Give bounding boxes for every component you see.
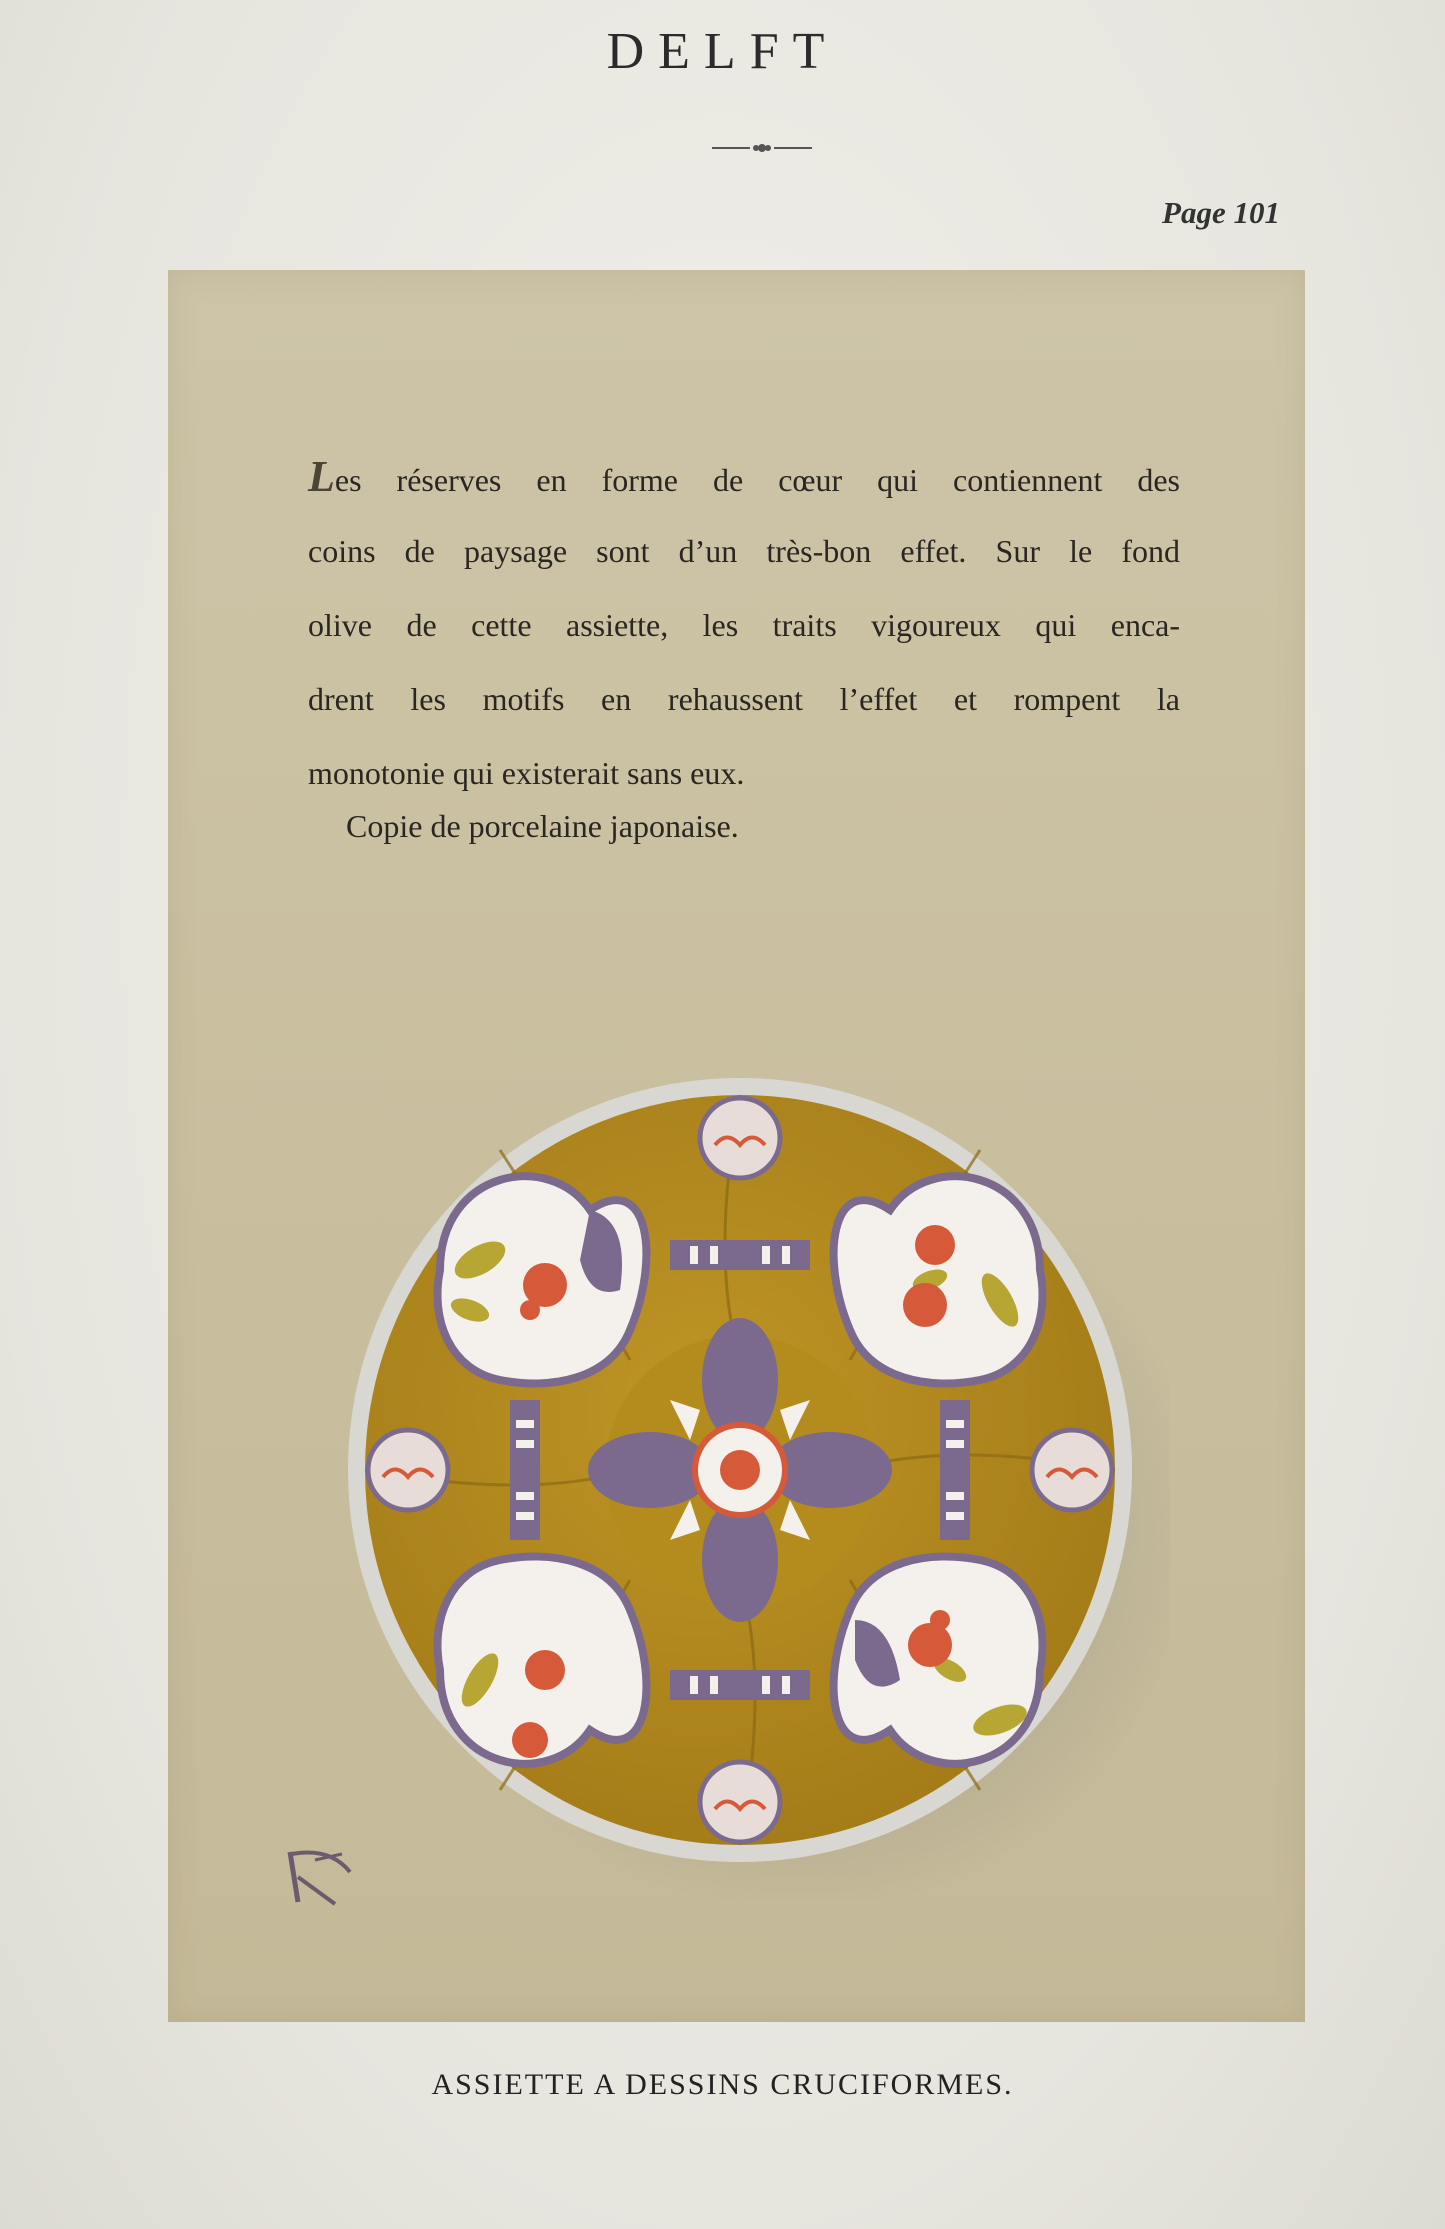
text-line-3: olive de cette assiette, les traits vigoureux qui enca- — [308, 607, 1180, 643]
plate-caption: ASSIETTE A DESSINS CRUCIFORMES. — [431, 2068, 1014, 2101]
text-line-1 — [308, 440, 1180, 514]
ornament-divider — [712, 140, 812, 156]
artist-monogram — [280, 1842, 360, 1912]
source-note: Copie de porcelaine japonaise. — [346, 808, 739, 844]
page-header-title: DELFT — [606, 23, 839, 80]
text-line-2: coins de paysage sont d’un très-bon effet. Sur le fond — [308, 533, 1180, 569]
page-number-label: Page 101 — [1162, 195, 1280, 230]
drop-cap: L — [308, 452, 335, 501]
plate-illustration — [330, 1060, 1170, 1900]
text-line-1-content: es réserves en forme de cœur qui contiennent des — [334, 462, 1180, 498]
text-line-4: drent les motifs en rehaussent l’effet et rompent la — [308, 681, 1180, 717]
description-text — [308, 440, 1180, 810]
text-line-5: monotonie qui existerait sans eux. — [308, 755, 745, 791]
